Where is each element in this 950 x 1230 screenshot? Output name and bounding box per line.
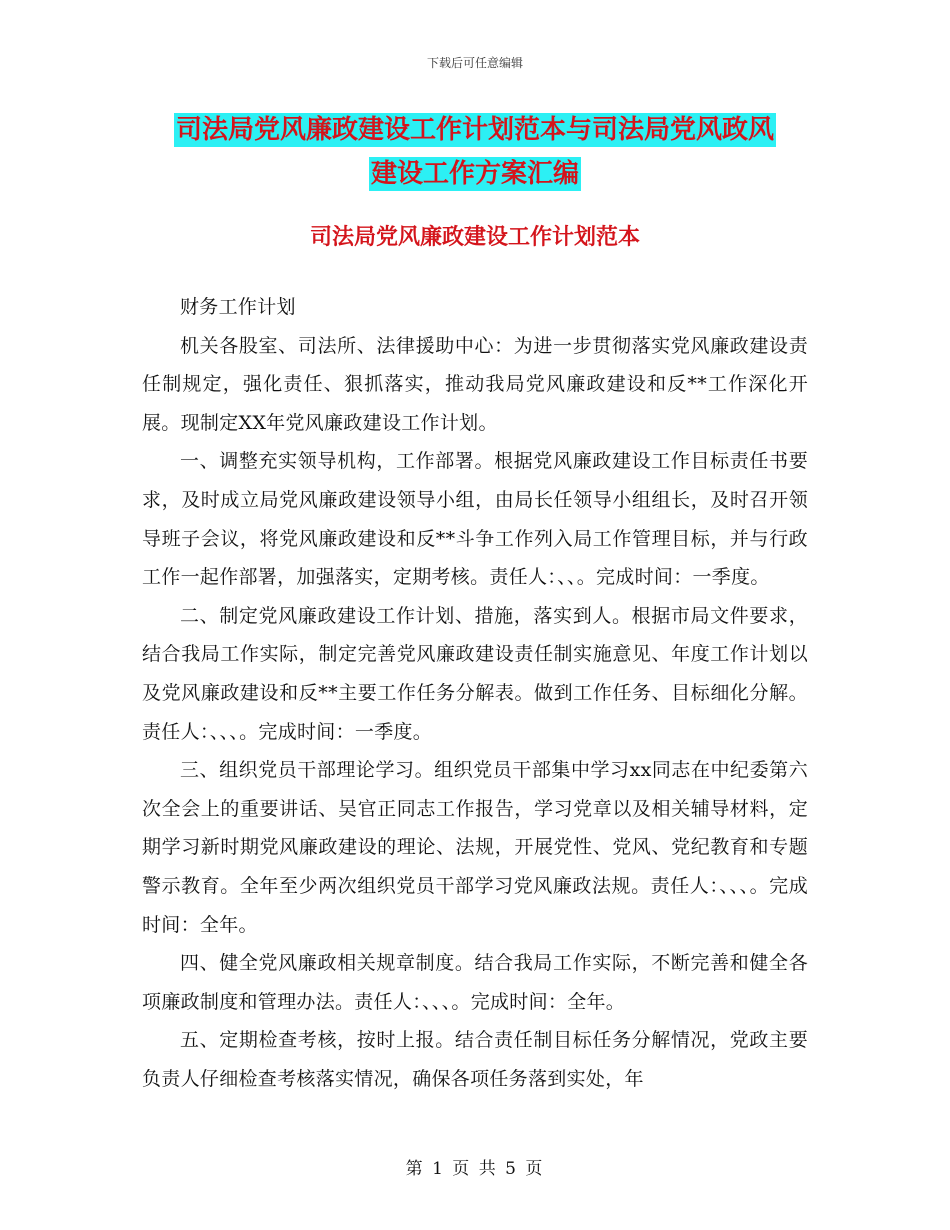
paragraph-item-1: 一、调整充实领导机构，工作部署。根据党风廉政建设工作目标责任书要求，及时成立局党风廉政建设领导小组，由局长任领导小组组长，及时召开领导班子会议，将党风廉政建设和反**斗争工作列入局工作管理目标，并与行政工作一起作部署，加强落实，定期考核。责任人：、、。完成时间：一季度。 [142, 450, 808, 589]
paragraph-item-5: 五、定期检查考核，按时上报。结合责任制目标任务分解情况，党政主要负责人仔细检查考核落实情况，确保各项任务落到实处，年 [142, 1029, 808, 1090]
document-title [142, 108, 808, 196]
document-title-line-1: 司法局党风廉政建设工作计划范本与司法局党风政风 [175, 115, 774, 145]
page-header-note: 下载后可任意编辑 [426, 56, 523, 70]
document-body [142, 288, 808, 1098]
document-title-line-2: 建设工作方案汇编 [370, 159, 579, 189]
paragraph-intro: 机关各股室、司法所、法律援助中心：为进一步贯彻落实党风廉政建设责任制规定，强化责任、狠抓落实，推动我局党风廉政建设和反**工作深化开展。现制定XX年党风廉政建设工作计划。 [142, 334, 808, 434]
paragraph-item-3: 三、组织党员干部理论学习。组织党员干部集中学习xx同志在中纪委第六次全会上的重要讲话、吴官正同志工作报告，学习党章以及相关辅导材料，定期学习新时期党风廉政建设的理论、法规，开展党性、党风、党纪教育和专题警示教育。全年至少两次组织党员干部学习党风廉政法规。责任人：、、、。完成时间：全年。 [142, 759, 808, 936]
paragraph-item-2: 二、制定党风廉政建设工作计划、措施，落实到人。根据市局文件要求，结合我局工作实际，制定完善党风廉政建设责任制实施意见、年度工作计划以及党风廉政建设和反**主要工作任务分解表。做到工作任务、目标细化分解。责任人：、、、。完成时间：一季度。 [142, 604, 808, 743]
paragraph-item-4: 四、健全党风廉政相关规章制度。结合我局工作实际，不断完善和健全各项廉政制度和管理办法。责任人：、、、。完成时间：全年。 [142, 952, 808, 1013]
paragraph-heading: 财务工作计划 [180, 296, 296, 318]
page-number: 第 1 页 共 5 页 [405, 1159, 545, 1179]
section-title: 司法局党风廉政建设工作计划范本 [309, 225, 640, 250]
